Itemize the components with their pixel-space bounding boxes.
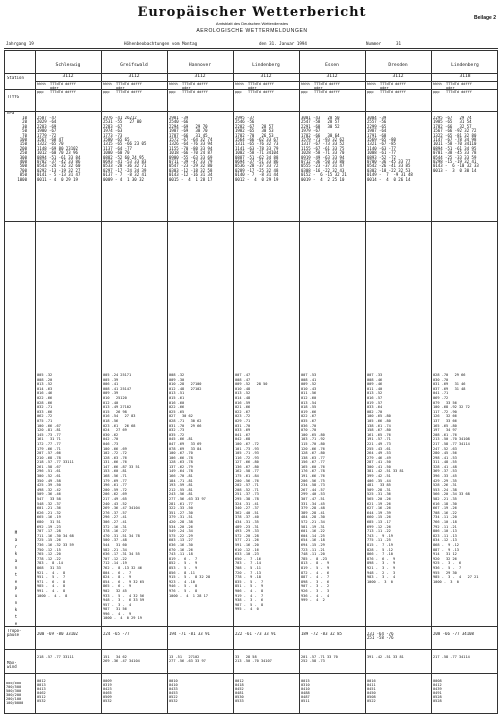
supplement-label: Beilage 2 (474, 15, 496, 21)
station-id: 3112 (392, 74, 404, 79)
wind-band-values: 0009 0319 0423 0465 0509 0532 (103, 679, 112, 703)
maxwind-label: Max- wind (7, 661, 17, 670)
station-name: Dresden (388, 63, 408, 68)
standard-levels: 2295 -67 29 74 1985 -65 31 54 1782 -66 32 57 1567 -66 -92 32 72 1322 -65 -81 32 80 1147 -67 -78 34 98 1011 -58 -70 34110 0894 -51 -61 34 95 0701 -38 -45 33 78 0544 -25 -33 33 59 0298 -15 -19 32 41 0143 - 6 -10 32 33 0013 - 3 0 30 14 (433, 116, 479, 173)
row-divider (5, 649, 497, 650)
station-name: Essen (325, 63, 339, 68)
volume-label: Jahrgang 19 (6, 41, 34, 46)
significant-levels: 008 -32 009 -30 010 -28 27100 012 -48 27102 013 -51 015 -61 016 -60 022 -66 025 -65 027 30 62 028 -71 30 62 031 -70 29 66 032 -73 035 -72 045 -66 -81 047 -69 33 69 078 -69 33 84 100 -67 -70 106 -66 -78 128 -63 -78 137 -62 -79 149 -64 -78 166 -70 -81 184 -71 -81 193 -59 -81 212 -55 -81 243 -56 -81 277 -56 -63 33 97 281 -61 -77 322 -33 -50 351 -27 -30 379 -31 -51 420 -28 -38 534 -20 -26 549 -24 -34 575 -22 -29 603 -13 -27 636 -16 -30 670 -16 -26 743 -11 -18 819 - 6 - 7 852 - 5 - 9 853 - 5 - 9 856 - 8 -11 915 - 5 - 8 32 28 923 - 4 -10 946 - 5 - 8 976 - 5 - 8 1000 - 4 1 28 17 (169, 373, 211, 598)
wind-band-values: 0008 0412 0439 0491 0528 0528 (433, 679, 442, 703)
maxwind-value: 201 -57 -71 33 70 252 -58 -73 (301, 655, 338, 663)
maxwind-value: 218 -57 -77 33111 (37, 655, 74, 659)
station-name: Lindenberg (451, 63, 479, 68)
standard-levels: 2976 -41 26212 2531 -55 27 00 2283 -67 1974 -63 1773 -73 1580 -65 65 1315 -65 -66 23 05 1137 -64 -77 1000 -60 70 0882 -52 60 24 95 0693 -41 -53 33 83 0533 -28 -36 32 71 0297 -17 -24 34 39 0137 - 7 -8 32 41 0009 - 4 1 30 32 (103, 116, 147, 182)
wind-band-values: 0010 0410 0433 0453 0522 0532 (169, 679, 178, 703)
row-divider (5, 673, 497, 674)
tropopause-value: 231 -64 -76 251 -58 -76 (367, 632, 394, 641)
column-header: hhhh TTTdTd ddfff oder ppp TTTdTd ddfff (301, 82, 340, 94)
publisher-line: Amtsblatt des Deutschen Wetterdienstes (215, 21, 289, 26)
significant-levels: 005 -32 008 -20 013 -52 014 -63 016 -46 022 -66 028 -66 032 -71 033 -66 062 -72 075 -71 100 -66 -67 120 -81 -81 145 -73 -77 161 31 71 172 -77 -77 179 -66 -71 207 -57 -66 210 -68 -78 218 -57 -77 33111 261 -58 -67 296 -51 -61 300 -52 -61 350 -49 -58 425 -39 -50 498 -32 -42 509 -36 -46 547 33 58 548 -32 -37 601 -21 -36 626 -21 -32 665 -16 -19 680 31 51 692 -19 -23 707 -17 -28 711 -16 -30 34 68 725 -15 -26 736 -16 -32 33 59 750 -12 -15 765 -12 -20 778 -12 -22 783 - 8 -14 868 31 33 921 - 4 - 8 951 - 5 - 7 971 - 6 - 8 985 - 4 - 8 991 - 4 - 8 1000 - 4 - 8 (37, 373, 74, 598)
hpa-label: hPa (7, 111, 15, 115)
observation-label: Höhenbeobachtungen vom Montag (124, 41, 198, 46)
station-name: Lindenberg (252, 63, 280, 68)
significant-levels: 007 -33 008 -46 009 -46 011 -40 013 -52 016 -57 019 -57 033 -64 082 -70 100 -65 -80 105 -66 -80 138 -61 -74 158 -67 -80 161 -65 -76 191 -57 -71 221 -49 -73 255 -43 -61 264 -49 -53 279 -46 -49 287 -41 -50 300 -41 -50 381 -42 -51 33 81 399 -42 -51 406 -35 -44 481 33 85 509 -28 -31 525 -31 -36 565 -20 -26 621 -19 -26 627 -16 -26 644 -19 -39 660 -15 -26 685 -13 -17 699 -12 -26 713 -11 -22 743 - 9 -19 775 -11 -25 815 - 7 -19 828 - 5 -12 866 - 7 -10 876 - 6 - 9 898 - 3 - 9 921 - 3 - 9 948 - 2 - 3 983 - 3 - 4 1000 - 3 0 (367, 373, 404, 584)
tropopause-value: 189 -72 -83 32 85 (301, 632, 342, 636)
column-divider (365, 51, 366, 713)
standard-levels: 2587 -47 2029 -64 2283 -69 1980 -67 1779 -72 1567 -68 47 1322 -65 70 1148 -69 80 23102 1012 -60 70 23 96 0894 -51 -61 33 84 0702 -37 -42 33 86 0543 -24 -32 32 60 0292 -13 -19 32 27 0141 - 5 -13 31 47 0011 - 4 0 29 19 (37, 116, 81, 182)
wind-band-values: 0012 0013 0413 0462 0512 0532 (37, 679, 46, 703)
pressure-level-labels: 10 20 30 50 70 100 150 200 250 300 400 500 700 850 1000 (17, 116, 27, 182)
station-id: 3112 (326, 74, 338, 79)
number-value: 31 (396, 41, 402, 46)
column-divider (101, 51, 102, 713)
standard-levels: 2995 -37 2546 -56 2282 -67 28 57 1982 -65 30 53 1782 -70 26 53 1564 -66 -62 33 67 1311 -65 -76 32 73 1141 -63 -78 33 79 1002 -58 -71 34104 0887 -51 -62 34 88 0694 -37 -51 33 86 0536 -28 -37 33 72 0289 -17 -25 32 48 0140 - 7 -8 31 44 0012 - 4 0 29 19 (235, 116, 279, 182)
wind-band-labels: ooo/ooo 700/500 500/300 300/200 200/100 100/0000 (6, 681, 24, 705)
station-id: 3112 (260, 74, 272, 79)
wind-band-values: 0012 0418 0452 0481 0530 0533 (235, 679, 244, 703)
row-divider (5, 221, 497, 222)
maxwind-value: 217 -58 -77 34114 (433, 655, 470, 659)
column-divider (233, 51, 234, 713)
tropopause-value: 222 -61 -73 33 91 (235, 632, 276, 636)
standard-levels: 3001 -43 28 50 2547 -58 28 57 2291 -68 30 52 1979 -67 1782 -66 30 64 1579 -71 -93 32 62 1317 -67 -73 33 52 1155 -67 -61 33 75 1028 -58 -71 33 70 0919 -49 -63 33 94 0712 -36 -50 33 80 0555 -23 -37 31 47 0308 -16 -22 32 43 0152 - 6 -15 32 21 0019 - 4 2 25 10 (301, 116, 347, 182)
standard-levels: 2981 -39 2540 -66 2294 -69 29 70 1987 -69 30 70 1787 -66 31 45 1572 -67 -64 32 74 1326 -64 -76 33 94 1155 -70 -80 33 94 1018 -66 -70 24 87 0900 -55 -63 33 69 0711 -39 -47 33 79 0547 -23 -29 32 80 0303 -12 -18 32 58 0143 -12 -16 31 34 0015 - 4 1 28 17 (169, 116, 213, 182)
column-header: hhhh TTTdTd ddfff oder ppp TTTdTd ddfff (103, 82, 142, 94)
significant-levels: 005 -24 25171 005 -39 006 -41 008 -41 25147 009 -39 010 25120 012 -40 013 -49 27102 015 26 98 016 -54 27 83 018 -56 023 -61 26 68 024 27 69 030 -62 042 -70 046 -73 100 -66 -69 102 -72 -72 128 -63 -76 131 -66 -76 147 -66 -87 33 51 153 -60 -81 168 -56 -71 179 -69 -77 196 -61 -77 200 -59 -72 206 -62 -69 217 -49 -65 240 -43 -52 269 -36 -47 34104 276 -37 -57 296 -27 -41 306 -27 -41 372 -16 -31 378 -16 -27 470 -31 -51 34 78 500 -37 -48 544 31 60 582 -21 -34 636 -17 -31 34 55 707 -12 -22 712 -14 -19 762 - 8 -13 32 46 804 - 6 - 7 824 - 8 - 9 854 - 6 - 9 32 65 865 - 6 - 9 902 32 45 933 - 5 - 4 32 56 948 - 3 - 6 33 59 957 - 3 - 4 987 31 56 996 - 4 - 9 1000 - 4 0 29 19 (103, 373, 145, 621)
tropopause-label: Tropo- pause (7, 629, 22, 638)
number-label: Nummer (366, 41, 382, 46)
station-row-label: Station (7, 76, 24, 80)
maxwind-value: 151 34 62 269 -36 -47 34104 (103, 655, 140, 663)
column-header: hhhh TTTdTd ddfff oder ppp TTTdTd ddfff (235, 82, 274, 94)
report-title: Europäischer Wetterbericht (137, 5, 367, 20)
station-name: Schleswig (55, 63, 81, 68)
tropopause-value: 208 -66 -77 34108 (433, 632, 474, 636)
significant-levels-label: M a r k a n t e P u n k t e (14, 530, 18, 626)
significant-levels: 007 -47 008 -47 009 -52 28 50 010 -48 013 -52 014 -48 016 -59 021 -66 022 -67 023 -72 029 -71 031 -70 033 -69 041 -67 042 -68 100 -67 -72 101 -73 -93 105 -71 -93 116 -72 -93 127 -66 -80 136 -67 -80 162 -58 -77 175 -61 -84 200 -56 -76 202 -57 -71 208 -52 -71 251 -37 -73 295 -38 -78 324 -31 -41 340 -27 -37 362 -40 -51 378 -37 -40 434 -31 -35 489 -23 -31 493 -29 -33 572 -20 -28 577 -21 -26 591 -16 -20 610 -12 -16 633 -10 -23 650 - 7 -16 703 - 7 -14 708 - 5 -11 720 - 7 -13 778 - 9 -18 835 - 5 - 7 851 - 5 - 9 906 - 4 - 8 919 - 4 - 7 938 - 3 - 6 987 - 5 - 8 995 - 4 0 (235, 373, 268, 612)
tropopause-value: 224 -65 -77 (103, 632, 130, 636)
station-id: 3118 (459, 74, 471, 79)
issue-info-row (4, 40, 498, 49)
station-id: 3112 (62, 74, 74, 79)
column-header: hhhh TTTdTd ddfff oder ppp TTTdTd ddfff (37, 82, 76, 94)
standard-levels: 3004 -39 2557 -56 2299 -65 1987 -64 1791 -68 1569 -65 -80 1321 -67 -85 1140 -63 -77 1008 -61 -77 0893 -52 -72 0700 -36 -45 33 77 0542 -26 -41 33 85 0302 -18 -22 32 53 0149 - 7 -9 31 48 0014 - 4 0 26 14 (367, 116, 413, 182)
row-divider (5, 111, 497, 112)
maxwind-value: 391 -42 -51 33 81 (367, 655, 404, 659)
date-label: den 31. Januar 1994 (259, 41, 307, 46)
section-title: AEROLOGISCHE WETTERMELDUNGEN (196, 28, 308, 34)
significant-levels: 028 -70 29 66 030 -70 031 -69 31 46 037 -69 31 48 041 -71 069 -72 079 33 56 100 -68 -92 32 72 117 -72 -90 126 32 66 137 33 66 165 -65 -80 197 34 97 208 -61 -76 213 -50 -70 34108 217 -58 -77 34114 247 -52 -63 280 -45 -56 298 -41 -53 311 -48 -55 328 -41 -48 369 -37 -53 396 -33 -45 429 -29 -35 528 -26 -31 553 -24 -38 566 -20 -34 33 68 582 -21 -35 616 -18 -30 667 -19 -26 708 -16 -22 734 -11 -20 766 -10 -18 792 -11 -21 806 -10 -13 823 -11 -13 834 -12 -13 868 - 9 -12 887 - 9 -13 914 31 12 920 32 26 925 - 3 - 6 936 - 5 - 7 955 29 30 985 - 3 - 4 27 21 1000 - 3 0 (433, 373, 479, 584)
row-divider (5, 626, 497, 627)
significant-levels: 007 -53 008 -41 009 -52 010 -43 011 -56 012 -60 013 -54 018 -55 019 -66 022 -67 035 -67 036 -70 070 -70 100 -65 -80 103 -71 -92 115 -70 -80 120 -66 -76 128 -67 -80 138 -63 -77 156 -67 -77 165 -60 -76 176 -67 -78 191 -66 -76 206 -56 -75 234 -58 -73 267 -44 -57 299 -40 -53 307 -47 -51 331 -34 -45 379 -28 -48 389 -28 -41 484 -28 -30 572 -21 -34 581 -19 -31 601 -16 -22 604 -14 -25 654 -16 -18 694 -15 -29 723 -11 -21 748 -11 -20 785 - 8 -23 813 - 8 - 9 819 - 5 - 9 872 - 4 - 6 887 - 4 - 7 898 - 3 - 6 907 - 3 - 2 926 - 3 - 3 936 - 4 - 4 999 - 4 2 (301, 373, 330, 603)
column-divider (299, 51, 300, 713)
aerological-table (4, 50, 498, 714)
column-divider (167, 51, 168, 713)
station-name: Greifswald (120, 63, 148, 68)
column-header: hhhh TTTdTd ddfff oder ppp TTTdTd ddfff (169, 82, 208, 94)
station-id: 3112 (194, 74, 206, 79)
station-name: Hannover (188, 63, 212, 68)
tropopause-value: 200 -69 -80 33102 (37, 632, 78, 636)
column-header: hhhh TTTdTd ddfff oder ppp TTTdTd ddfff (367, 82, 406, 94)
id-row-label: TTYYG (7, 95, 20, 99)
tropopause-value: 194 -71 -81 33 91 (169, 632, 210, 636)
station-id: 3112 (128, 74, 140, 79)
column-divider (35, 51, 36, 713)
maxwind-value: 33 28 58 213 -50 -70 34107 (235, 655, 272, 663)
wind-band-values: 0016 0411 0451 0450 0508 0522 (367, 679, 376, 703)
column-header: hhhh TTTdTd ddfff oder ppp TTTdTd ddfff (433, 82, 472, 94)
column-divider (431, 51, 432, 713)
maxwind-value: 13 -51 27102 277 -56 -63 33 97 (169, 655, 206, 663)
wind-band-values: 0015 0310 0410 0488 0487 0511 (301, 679, 310, 703)
